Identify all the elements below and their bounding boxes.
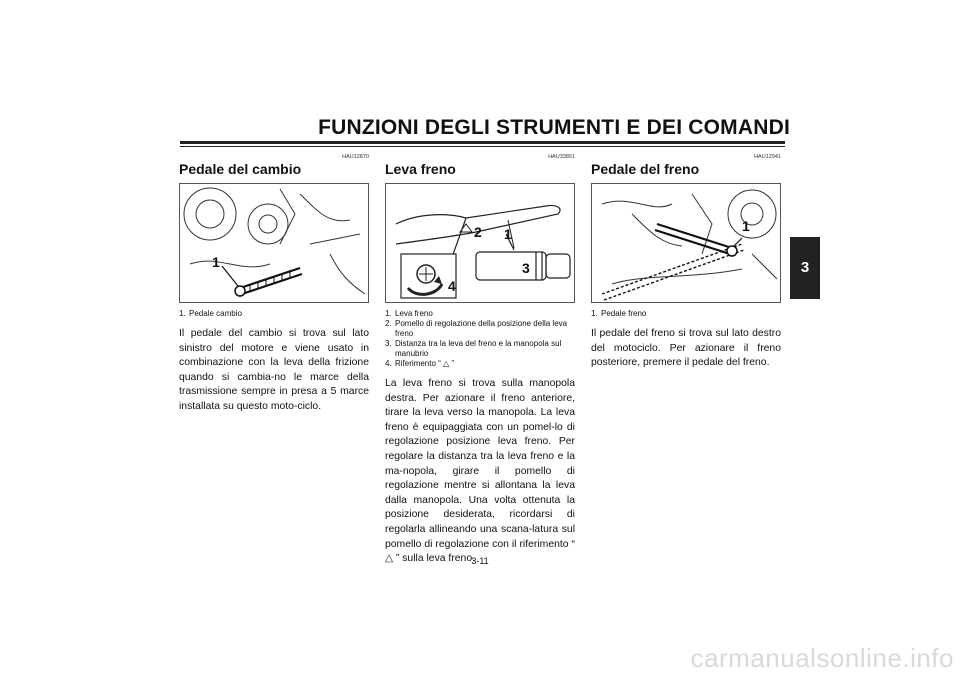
caption-number: 1. bbox=[179, 309, 186, 318]
figure-label: 2 bbox=[474, 224, 482, 240]
header-rule bbox=[180, 141, 785, 144]
figure-label: 4 bbox=[448, 278, 456, 294]
caption-number: 3. bbox=[385, 339, 392, 348]
section-title: Pedale del cambio bbox=[179, 161, 302, 177]
figure-brake-lever bbox=[385, 183, 575, 303]
caption-number: 1. bbox=[385, 309, 392, 318]
caption-number: 1. bbox=[591, 309, 598, 318]
caption-item bbox=[385, 359, 575, 369]
section-code: HAU12870 bbox=[342, 154, 369, 160]
body-text: Il pedale del freno si trova sul lato destro del motociclo. Per azionare il freno posteriore, premere il pedale del freno. bbox=[591, 328, 781, 369]
caption-list bbox=[591, 309, 781, 319]
section-leva-freno bbox=[385, 154, 575, 567]
section-code: HAU33851 bbox=[548, 154, 575, 160]
chapter-tab: 3 bbox=[790, 237, 820, 299]
caption-text: Pedale cambio bbox=[189, 309, 242, 318]
figure-label: 1 bbox=[742, 218, 750, 234]
caption-text: Pomello di regolazione della posizione della leva freno bbox=[395, 319, 568, 338]
figure-gear-pedal bbox=[179, 183, 369, 303]
caption-number: 2. bbox=[385, 319, 392, 328]
figure-label: 1 bbox=[504, 226, 512, 242]
caption-text: Riferimento “ △ ” bbox=[395, 359, 455, 368]
caption-item bbox=[179, 309, 369, 319]
figure-label: 1 bbox=[212, 254, 220, 270]
caption-item bbox=[385, 319, 575, 339]
caption-list bbox=[385, 309, 575, 369]
caption-item bbox=[591, 309, 781, 319]
caption-text: Distanza tra la leva del freno e la manopola sul manubrio bbox=[395, 339, 562, 358]
caption-text: Pedale freno bbox=[601, 309, 647, 318]
section-title: Leva freno bbox=[385, 161, 456, 177]
body-text: Il pedale del cambio si trova sul lato sinistro del motore e viene usato in combinazione con la leva della frizione quando si cambia-no le marce della trasmissione sempre in presa a 5 marce installata su questo moto-ciclo. bbox=[179, 328, 369, 412]
watermark: carmanualsonline.info bbox=[690, 643, 954, 673]
caption-item bbox=[385, 339, 575, 359]
figure-brake-pedal bbox=[591, 183, 781, 303]
section-pedale-freno bbox=[591, 154, 781, 371]
section-pedale-cambio bbox=[179, 154, 369, 415]
section-code: HAU12941 bbox=[754, 154, 781, 160]
caption-number: 4. bbox=[385, 359, 392, 368]
body-text: La leva freno si trova sulla manopola destra. Per azionare il freno anteriore, tirare la leva verso la manopola. La leva freno è equipaggiata con un pomel-lo di regolazione posizione leva freno. Per regolare la distanza tra la leva freno e la ma-nopola, girare il pomello di regolazione mentre si allontana la leva dalla manopola. Una volta ottenuta la posizione desiderata, ricordarsi di regolarla allineando una scana-latura sul pomello di regolazione con il riferimento “ △ ” sulla leva freno. bbox=[385, 378, 575, 565]
figure-label: 3 bbox=[522, 260, 530, 276]
page-number: 3-11 bbox=[471, 556, 489, 566]
section-title: Pedale del freno bbox=[591, 161, 700, 177]
caption-list bbox=[179, 309, 369, 319]
caption-text: Leva freno bbox=[395, 309, 433, 318]
header-rule-thin bbox=[180, 146, 785, 147]
page-header-title: FUNZIONI DEGLI STRUMENTI E DEI COMANDI bbox=[318, 116, 790, 139]
caption-item bbox=[385, 309, 575, 319]
